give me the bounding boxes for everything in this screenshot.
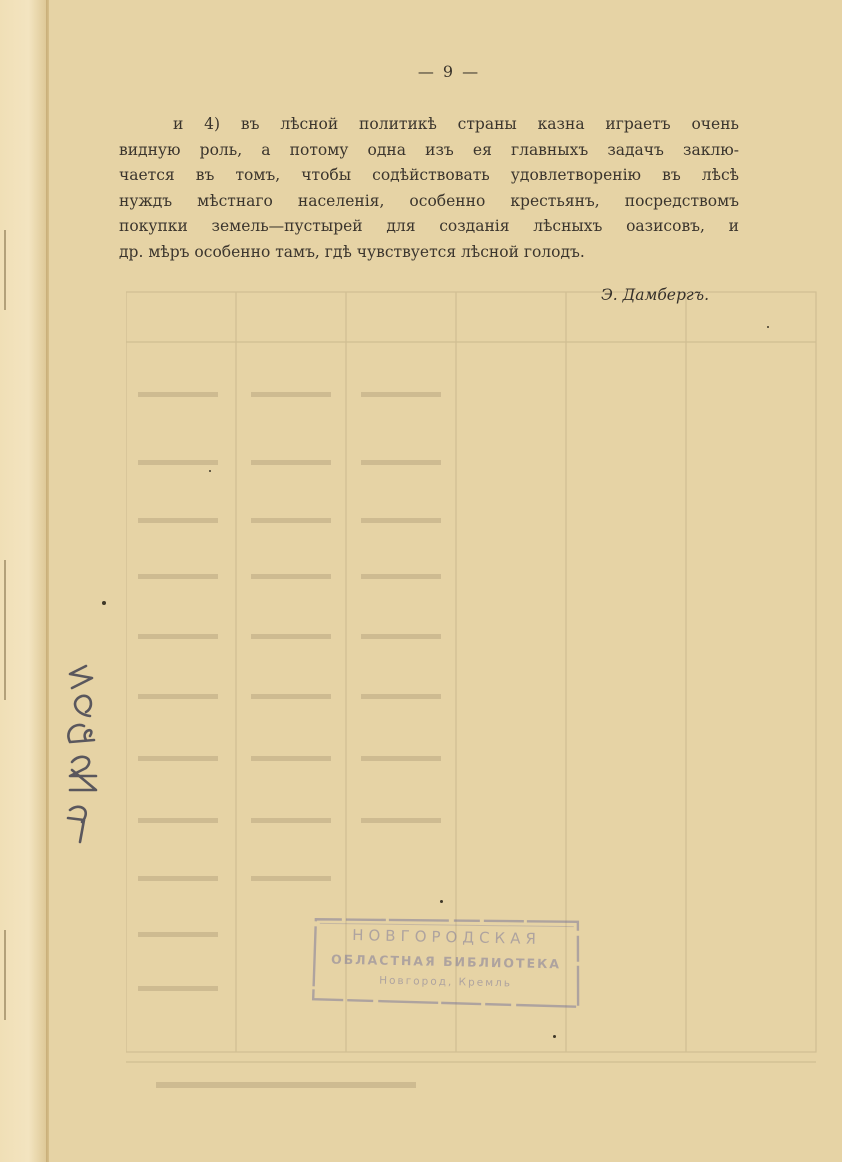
text-line: видную роль, а потому одна изъ ея главныхъ задачъ заклю- bbox=[119, 140, 739, 159]
author-signature: Э. Дамбергъ. bbox=[600, 286, 709, 304]
library-stamp bbox=[310, 913, 582, 1011]
text-line: покупки земель—пустырей для созданія лѣсныхъ оазисовъ, и bbox=[119, 217, 739, 235]
text-line: чается въ томъ, чтобы содѣйствовать удовлетворенію въ лѣсѣ bbox=[119, 166, 739, 184]
ink-speck bbox=[767, 326, 769, 328]
page bbox=[49, 0, 842, 1162]
handwritten-inventory-number bbox=[40, 660, 120, 850]
left-page-margin bbox=[0, 0, 48, 1162]
text-line: нуждъ мѣстнаго населенія, особенно крестьянъ, посредствомъ bbox=[119, 191, 739, 210]
margin-mark bbox=[4, 930, 6, 1020]
ink-speck bbox=[102, 601, 106, 605]
margin-mark bbox=[4, 560, 6, 700]
text-line: и 4) въ лѣсной политикѣ страны казна играетъ очень bbox=[173, 115, 739, 133]
margin-mark bbox=[4, 230, 6, 310]
ink-speck bbox=[553, 1035, 556, 1038]
ink-speck bbox=[440, 900, 443, 903]
stamp-line: ОБЛАСТНАЯ БИБЛИОТЕКА bbox=[330, 951, 562, 972]
stamp-line: НОВГОРОДСКАЯ bbox=[351, 926, 542, 948]
ink-speck bbox=[209, 470, 211, 472]
paragraph bbox=[119, 112, 739, 265]
text-line: др. мѣръ особенно тамъ, гдѣ чувствуется лѣсной голодъ. bbox=[119, 242, 585, 261]
stamp-line: Новгород, Кремль bbox=[379, 974, 513, 990]
page-number: — 9 — bbox=[417, 62, 481, 81]
handwritten-number-icon bbox=[40, 660, 120, 850]
